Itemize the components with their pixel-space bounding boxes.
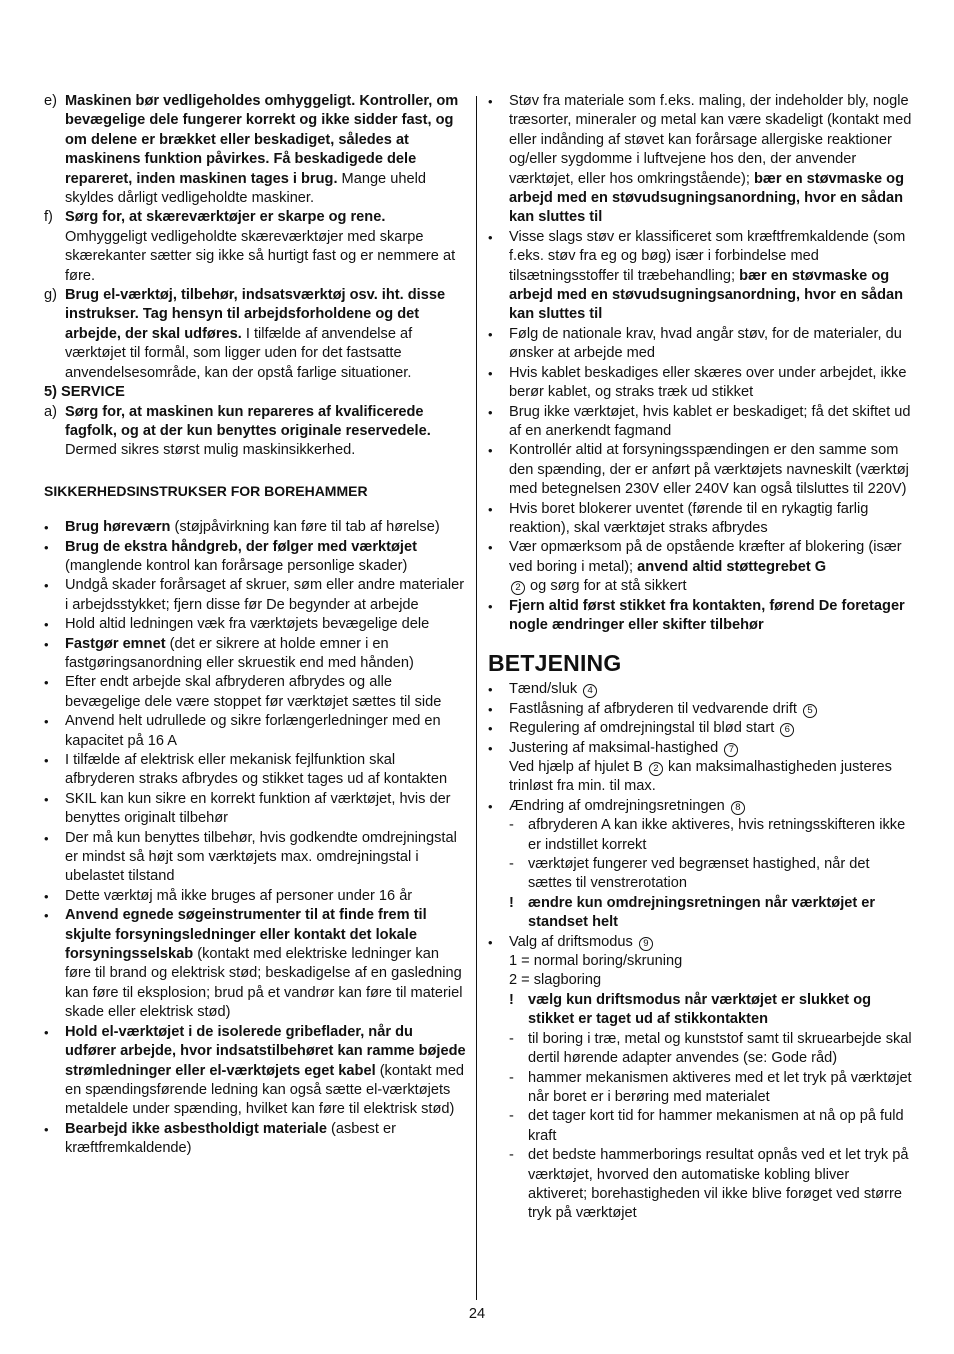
- item-text: Omhyggeligt vedligeholdte skæreværktøjer med skarpe skærekanter sætter sig ikke så hurtigt fast og er nemmere at føre.: [65, 228, 456, 284]
- bullet-icon: •: [44, 888, 49, 904]
- dash-item: [488, 1069, 912, 1108]
- item-marker: a): [44, 403, 57, 420]
- item-marker: f): [44, 209, 53, 226]
- dash-item: [488, 1107, 912, 1146]
- item-bold-text: Brug el-værktøj, tilbehør, indsatsværktøj osv. iht. disse instrukser. Tag hensyn til arbejdsforholdene og det arbejde, der skal udføres.: [65, 287, 446, 342]
- bullet-text: Kontrollér altid at forsyningsspændingen er den samme som den spænding, der er anført på værktøjets navneskilt (værktøj med betegnelsen 230V eller 240V kan også tilsluttes til 220V): [509, 442, 909, 498]
- right-column: [488, 92, 912, 1224]
- left-column: [44, 92, 468, 1159]
- bullet-text: (det er sikrere at holde emner i en fastgøringsanordning eller skruestik end med hånden): [65, 635, 414, 671]
- service-heading: 5) SERVICE: [44, 384, 125, 401]
- operation-item: [488, 700, 912, 719]
- bullet-icon: •: [488, 365, 493, 381]
- bullet-item: [44, 887, 468, 906]
- bullet-icon: •: [488, 229, 493, 245]
- mode-line: 2 = slagboring: [509, 972, 602, 989]
- bullet-bold-text: bær en støvmaske og arbejd med en støvudsugningsanordning, hvor en sådan kan sluttes til: [509, 267, 904, 323]
- bullet-icon: •: [44, 791, 49, 807]
- operation-text: Valg af driftsmodus: [509, 933, 633, 950]
- bullet-text: Brug ikke værktøjet, hvis kablet er beskadiget; få det skiftet ud af en anerkendt fagmand: [509, 403, 911, 439]
- bullet-icon: •: [44, 908, 49, 924]
- bullet-text: (asbest er kræftfremkaldende): [65, 1120, 396, 1157]
- reference-number-circle: 6: [780, 723, 794, 737]
- bullet-text: Visse slags støv er klassificeret som kræftfremkaldende (som f.eks. støv fra eg og bøg) især i forbindelse med tilsætningsstoffer til træbehandling;: [509, 228, 906, 284]
- dash-marker: -: [509, 1147, 514, 1164]
- bullet-text: (kontakt med elektriske ledninger kan føre til brand og elektrisk stød; beskadigelse af en gasledning kan føre til eksplosion; brud på et vandrør kan føre til materiel skade eller elektrisk stød): [65, 946, 463, 1021]
- bullet-item: [488, 500, 912, 539]
- bullet-bold-text: Hold el-værktøjet i de isolerede gribeflader, når du udfører arbejde, hvor indsatstilbehøret kan ramme bøjede strømledninger eller el-værktøjets eget kabel: [65, 1023, 466, 1079]
- bullet-icon: •: [44, 578, 49, 594]
- bullet-bold-text: Fjern altid først stikket fra kontakten, førend De foretager nogle ændringer eller skifter tilbehør: [509, 597, 905, 633]
- list-item-f: [44, 208, 468, 286]
- bullet-icon: •: [44, 636, 49, 652]
- bullet-item: [488, 538, 912, 596]
- bullet-item: [44, 751, 468, 790]
- bullet-icon: •: [488, 598, 493, 614]
- bullet-icon: •: [488, 934, 493, 950]
- bullet-text: Efter endt arbejde skal afbryderen afbrydes og alle bevægelige dele være stoppet før værktøjet sættes til side: [65, 674, 442, 710]
- bullet-text: og sørg for at stå sikkert: [526, 578, 687, 595]
- dash-item: [488, 816, 912, 855]
- dash-marker: -: [509, 1030, 514, 1047]
- dash-marker: -: [509, 1108, 514, 1125]
- bullet-item: [488, 441, 912, 499]
- item-text: Mange uheld skyldes dårligt vedligeholdte maskiner.: [65, 170, 426, 207]
- operation-text: Tænd/sluk: [509, 681, 578, 698]
- operation-continuation: [488, 758, 912, 797]
- bullet-text: Hvis kablet beskadiges eller skæres over under arbejdet, ikke berør kablet, og straks træk ud stikket: [509, 364, 907, 401]
- warning-icon: !: [509, 991, 514, 1008]
- bullet-text: (manglende kontrol kan forårsage personlige skader): [65, 557, 408, 574]
- operation-text: Justering af maksimal-hastighed: [509, 739, 719, 756]
- dash-text: til boring i træ, metal og kunststof samt til skruearbejde skal dertil hørende adapter anvendes (se: Gode råd): [528, 1030, 912, 1067]
- bullet-text: Der må kun benyttes tilbehør, hvis godkendte omdrejningstal er mindst så højt som værktøjets max. omdrejningstal i ubelastet tilstand: [65, 829, 457, 885]
- warning-text: ændre kun omdrejningsretningen når værktøjet er standset helt: [528, 894, 876, 931]
- bullet-icon: •: [44, 830, 49, 846]
- bullet-icon: •: [44, 520, 49, 536]
- item-marker: e): [44, 93, 57, 109]
- dash-marker: -: [509, 817, 514, 834]
- warning-text: vælg kun driftsmodus når værktøjet er slukket og stikket er taget ud af stikkontakten: [528, 991, 872, 1028]
- dash-item: [488, 855, 912, 894]
- dash-text: afbryderen A kan ikke aktiveres, hvis retningsskifteren ikke er indstillet korrekt: [528, 817, 906, 853]
- list-item-g: [44, 286, 468, 383]
- operation-text: Fastlåsning af afbryderen til vedvarende drift: [509, 700, 797, 717]
- reference-number-circle: 4: [583, 684, 597, 698]
- bullet-icon: •: [488, 404, 493, 420]
- bullet-text: (støjpåvirkning kan føre til tab af hørelse): [170, 519, 440, 536]
- item-bold-text: Sørg for, at skæreværktøjer er skarpe og rene.: [65, 209, 386, 226]
- bullet-icon: •: [44, 539, 49, 555]
- bullet-item: [44, 829, 468, 887]
- bullet-item: [488, 403, 912, 442]
- reference-number-circle: 9: [639, 937, 653, 951]
- item-marker: g): [44, 287, 57, 304]
- bullet-item: [44, 1023, 468, 1120]
- operation-text: kan maksimalhastigheden justeres trinløst fra min. til max.: [509, 759, 892, 795]
- bullet-bold-text: Fastgør emnet: [65, 635, 166, 652]
- bullet-bold-text: Brug høreværn: [65, 519, 171, 536]
- bullet-item: [44, 615, 468, 634]
- bullet-text: Dette værktøj må ikke bruges af personer under 16 år: [65, 887, 413, 904]
- bullet-icon: •: [44, 675, 49, 691]
- operation-item: [488, 797, 912, 816]
- dash-text: hammer mekanismen aktiveres med et let tryk på værktøjet når boret er i berøring med materialet: [528, 1069, 912, 1105]
- dash-item: [488, 1146, 912, 1224]
- dash-text: det tager kort tid for hammer mekanismen at nå op på fuld kraft: [528, 1108, 904, 1144]
- bullet-icon: •: [488, 740, 493, 756]
- bullet-item: [44, 635, 468, 674]
- bullet-bold-text: bær en støvmaske og arbejd med en støvudsugningsanordning, hvor en sådan kan sluttes til: [509, 170, 904, 226]
- dash-item: [488, 1030, 912, 1069]
- bullet-text: SKIL kan kun sikre en korrekt funktion af værktøjet, hvis der benyttes originalt tilbehør: [65, 790, 451, 827]
- bullet-icon: •: [44, 714, 49, 730]
- operation-item: [488, 739, 912, 758]
- list-item-e: [44, 92, 468, 208]
- bullet-icon: •: [44, 617, 49, 633]
- bullet-text: Støv fra materiale som f.eks. maling, der indeholder bly, nogle træsorter, mineraler og metal kan være skadeligt (kontakt med eller indånding af støvet kan forårsage allergiske reaktioner og/eller sygdomme i luftvejene hos den, der anvender værktøjet, eller hos omkringstående);: [509, 93, 912, 187]
- bullet-item: [44, 538, 468, 577]
- warning-item: [488, 991, 912, 1030]
- operation-text: Ændring af omdrejningsretningen: [509, 797, 725, 814]
- bullet-text: (kontakt med en spændingsførende ledning kan også sætte el-værktøjets metaldele under spænding, hvilket kan føre til elektrisk stød): [65, 1062, 465, 1118]
- bullet-item: [44, 906, 468, 1022]
- reference-number-circle: 7: [724, 743, 738, 757]
- bullet-icon: •: [488, 94, 493, 109]
- bullet-bold-text: Bearbejd ikke asbestholdigt materiale: [65, 1120, 327, 1137]
- operation-text: Regulering af omdrejningstal til blød start: [509, 720, 775, 737]
- bullet-item: [488, 228, 912, 325]
- bullet-icon: •: [488, 721, 493, 737]
- item-text: Dermed sikres størst mulig maskinsikkerhed.: [65, 442, 356, 459]
- bullet-text: I tilfælde af elektrisk eller mekanisk fejlfunktion skal afbryderen straks afbrydes og stikket tages ud af kontakten: [65, 752, 448, 788]
- bullet-item: [488, 325, 912, 364]
- bullet-item: [44, 790, 468, 829]
- bullet-text: Hold altid ledningen væk fra værktøjets bevægelige dele: [65, 616, 430, 633]
- dash-marker: -: [509, 1069, 514, 1086]
- bullet-text: Følg de nationale krav, hvad angår støv, for de materialer, du ønsker at arbejde med: [509, 325, 902, 362]
- bullet-icon: •: [488, 798, 493, 814]
- bullet-item: [44, 1120, 468, 1159]
- bullet-icon: •: [488, 326, 493, 342]
- warning-item: [488, 894, 912, 933]
- bullet-text: Hvis boret blokerer uventet (førende til en rykagtig farlig reaktion), skal værktøjet straks afbrydes: [509, 500, 869, 536]
- list-item-a: [44, 403, 468, 461]
- betjening-heading: BETJENING: [488, 650, 622, 677]
- bullet-icon: •: [44, 1024, 49, 1040]
- bullet-item: [488, 364, 912, 403]
- operation-item: [488, 680, 912, 699]
- bullet-bold-text: Brug de ekstra håndgreb, der følger med værktøjet: [65, 538, 417, 555]
- bullet-icon: •: [488, 443, 493, 459]
- operation-item: [488, 933, 912, 952]
- reference-number-circle: 8: [731, 801, 745, 815]
- operation-text: Ved hjælp af hjulet B: [509, 759, 643, 775]
- bullet-item: [488, 92, 912, 228]
- bullet-text: Anvend helt udrullede og sikre forlængerledninger med en kapacitet på 16 A: [65, 713, 441, 749]
- bullet-item: [44, 673, 468, 712]
- bullet-icon: •: [488, 540, 493, 556]
- dash-text: værktøjet fungerer ved begrænset hastighed, når det sættes til venstrerotation: [528, 856, 870, 892]
- bullet-bold-text: anvend altid støttegrebet G: [637, 558, 827, 575]
- operation-item: [488, 719, 912, 738]
- bullet-icon: •: [488, 501, 493, 517]
- reference-number-circle: 5: [803, 704, 817, 718]
- safety-heading: SIKKERHEDSINSTRUKSER FOR BOREHAMMER: [44, 482, 368, 499]
- bullet-item: [44, 576, 468, 615]
- reference-number-circle: 2: [649, 762, 663, 776]
- bullet-item: [44, 518, 468, 537]
- bullet-bold-text: Anvend egnede søgeinstrumenter til at finde frem til skjulte forsyningsledninger eller kontakt det lokale forsyningsselskab: [65, 907, 427, 963]
- warning-icon: !: [509, 894, 514, 911]
- dash-marker: -: [509, 856, 514, 873]
- bullet-item: [488, 597, 912, 636]
- bullet-item: [44, 712, 468, 751]
- item-bold-text: Sørg for, at maskinen kun repareres af kvalificerede fagfolk, og at der kun benyttes originale reservedele.: [65, 403, 431, 439]
- mode-line: 1 = normal boring/skruning: [509, 953, 683, 970]
- bullet-text: Undgå skader forårsaget af skruer, søm eller andre materialer i arbejdsstykket; fjern disse før De begynder at arbejde: [65, 577, 465, 613]
- bullet-icon: •: [44, 1121, 49, 1137]
- column-divider: [476, 96, 477, 1300]
- bullet-icon: •: [44, 753, 49, 768]
- bullet-text: Vær opmærksom på de opstående kræfter af blokering (især ved boring i metal);: [509, 539, 902, 575]
- dash-text: det bedste hammerborings resultat opnås ved et let tryk på værktøjet, hvorved den automatiske kobling bliver aktiveret; borehastigheden vil ikke blive forøget ved større tryk på værktøjet: [528, 1147, 909, 1222]
- item-text: I tilfælde af anvendelse af værktøjet til formål, som ligger uden for det fastsatte anvendelsesområde, kan der opstå farlige situationer.: [65, 325, 413, 381]
- item-bold-text: Maskinen bør vedligeholdes omhyggeligt. Kontroller, om bevægelige dele fungerer korrekt og ikke sidder fast, og om delene er brækket eller beskadiget, således at maskinens funktion påvirkes. Få beskadigede dele repareret, inden maskinen tages i brug.: [65, 93, 459, 187]
- reference-number-circle: 2: [511, 581, 525, 595]
- bullet-icon: •: [488, 682, 493, 698]
- page-number: 24: [468, 1306, 486, 1322]
- bullet-icon: •: [488, 701, 493, 717]
